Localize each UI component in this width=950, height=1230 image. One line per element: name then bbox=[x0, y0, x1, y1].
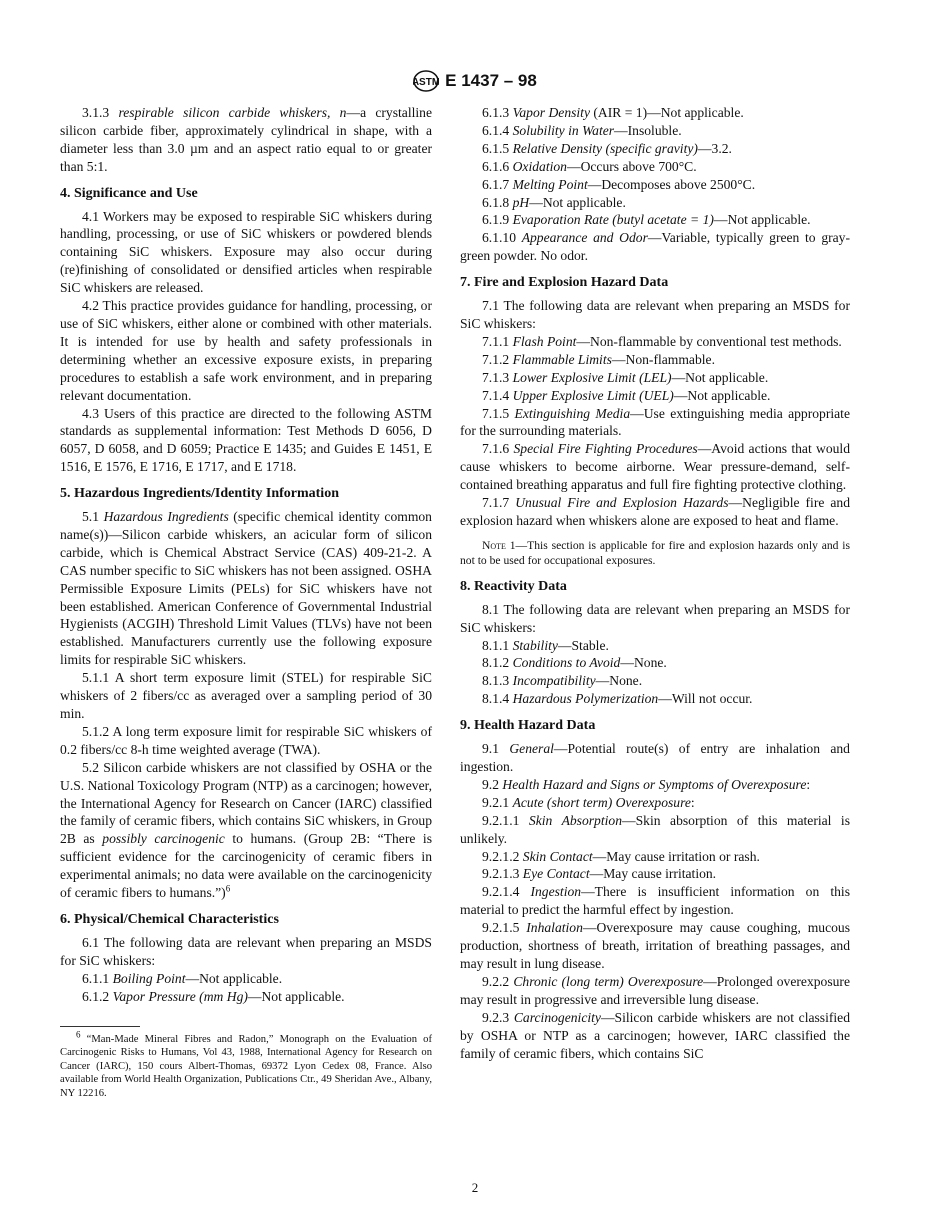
page-header bbox=[0, 70, 950, 92]
paragraph-6-1-4: 6.1.4 Solubility in Water—Insoluble. bbox=[482, 122, 682, 138]
page-number: 2 bbox=[471, 1180, 479, 1195]
paragraph-9-2-1-5: 9.2.1.5 Inhalation—Overexposure may cause coughing, mucous production, shortness of breath, irritation of breathing passages, and may result in lung disease. bbox=[460, 920, 850, 971]
note-1: Note 1—This section is applicable for fire and explosion hazards only and is not to be used for occupational exposures. bbox=[460, 538, 850, 568]
paragraph-8-1-2: 8.1.2 Conditions to Avoid—None. bbox=[482, 655, 667, 671]
paragraph-6-1-10: 6.1.10 Appearance and Odor—Variable, typically green to gray-green powder. No odor. bbox=[460, 230, 850, 264]
right-column bbox=[460, 104, 850, 1062]
paragraph-7-1-1: 7.1.1 Flash Point—Non-flammable by conventional test methods. bbox=[482, 333, 842, 349]
paragraph-7-1: 7.1 The following data are relevant when preparing an MSDS for SiC whiskers: bbox=[460, 298, 850, 331]
footnote-6: $^6$ “Man-Made Mineral Fibres and Radon,” Monograph on the Evaluation of Carcinogenic Risks to Humans, Vol 43, 1988, International Agency for Research on Cancer (IARC), 150 cours Albert-Thomas, 69372 Lyon Cedex 08, France. Also available from World Health Organization, Publications Ctr., 49 Sheridan Ave., Albany, NY 12216. bbox=[60, 1028, 432, 1099]
paragraph-4-1: 4.1 Workers may be exposed to respirable SiC whiskers during handling, processing, or use of SiC whiskers or powdered blends containing SiC whiskers. Exposure may also occur during (re)finishing of consolidated or densified articles when respirable SiC whiskers are released. bbox=[60, 208, 432, 296]
section-heading-4: 4. Significance and Use bbox=[60, 185, 198, 201]
paragraph-5-1: 5.1 Hazardous Ingredients (specific chemical identity common name(s))—Silicon carbide whiskers, an acicular form of silicon carbide, which is Chemical Abstract Service (CAS) 409-21-2. A CAS number specific to SiC whiskers has not been assigned. OSHA Permissible Exposure Limits (PELs) for SiC whiskers have not been established. American Conference of Governmental Industrial Hygienists (ACGIH) Threshold Limit Values (TLVs) have not been established. Manufacturers currently use the following exposure limits for respirable SiC whiskers. bbox=[60, 509, 432, 668]
paragraph-5-2: 5.2 Silicon carbide whiskers are not classified by OSHA or the U.S. National Toxicology Program (NTP) as a carcinogen; however, the International Agency for Research on Cancer (IARC) classified the family of ceramic fibers, which contains SiC whiskers, in Group 2B as possibly carcinogenic to humans. (Group 2B: “There is sufficient evidence for the carcinogenicity of ceramic fibers in experimental animals; no data were available on the carcinogenicity of ceramic fibers to humans.”)$^6$ bbox=[60, 759, 432, 901]
paragraph-7-1-3: 7.1.3 Lower Explosive Limit (LEL)—Not applicable. bbox=[482, 369, 769, 385]
paragraph-5-1-1: 5.1.1 A short term exposure limit (STEL) for respirable SiC whiskers of 2 fibers/cc as averaged over a sampling period of 30 min. bbox=[60, 670, 432, 721]
paragraph-7-1-2: 7.1.2 Flammable Limits—Non-flammable. bbox=[482, 351, 715, 367]
section-heading-6: 6. Physical/Chemical Characteristics bbox=[60, 911, 279, 927]
astm-logo-icon bbox=[413, 70, 439, 92]
paragraph-6-1-1: 6.1.1 Boiling Point—Not applicable. bbox=[82, 970, 283, 986]
paragraph-9-2: 9.2 Health Hazard and Signs or Symptoms of Overexposure: bbox=[482, 776, 811, 792]
paragraph-8-1-3: 8.1.3 Incompatibility—None. bbox=[482, 673, 643, 689]
left-column bbox=[60, 104, 432, 1100]
paragraph-7-1-7: 7.1.7 Unusual Fire and Explosion Hazards—Negligible fire and explosion hazard when whiskers alone are exposed to heat and flame. bbox=[460, 495, 851, 528]
paragraph-8-1: 8.1 The following data are relevant when preparing an MSDS for SiC whiskers: bbox=[460, 601, 850, 635]
paragraph-6-1-6: 6.1.6 Oxidation—Occurs above 700°C. bbox=[482, 158, 697, 174]
paragraph-9-2-2: 9.2.2 Chronic (long term) Overexposure—Prolonged overexposure may result in progressive and irreversible lung disease. bbox=[460, 973, 850, 1007]
section-heading-8: 8. Reactivity Data bbox=[460, 578, 567, 594]
section-heading-7: 7. Fire and Explosion Hazard Data bbox=[460, 275, 669, 291]
paragraph-6-1-2: 6.1.2 Vapor Pressure (mm Hg)—Not applicable. bbox=[82, 988, 345, 1004]
paragraph-4-2: 4.2 This practice provides guidance for handling, processing, or use of SiC whiskers, either alone or combined with other materials. It is intended for use by health and safety professionals in determining whether an excessive exposure exists, in preparing procedures to establish a safe work environment, and in preparing relevant documentation. bbox=[60, 298, 432, 403]
paragraph-6-1-3: 6.1.3 Vapor Density (AIR = 1)—Not applicable. bbox=[482, 105, 744, 120]
paragraph-7-1-4: 7.1.4 Upper Explosive Limit (UEL)—Not applicable. bbox=[482, 387, 771, 403]
paragraph-9-2-1-1: 9.2.1.1 Skin Absorption—Skin absorption of this material is unlikely. bbox=[460, 812, 851, 846]
paragraph-4-3: 4.3 Users of this practice are directed to the following ASTM standards as supplemental information: Test Methods D 6056, D 6057, D 6058, and D 6059; Practice E 1435; and Guides E 1451, E 1516, E 1576, E 1716, E 1717, and E 1718. bbox=[60, 405, 432, 475]
paragraph-6-1-9: 6.1.9 Evaporation Rate (butyl acetate = 1)—Not applicable. bbox=[482, 212, 811, 228]
paragraph-9-2-1-2: 9.2.1.2 Skin Contact—May cause irritation or rash. bbox=[482, 848, 760, 864]
paragraph-7-1-6: 7.1.6 Special Fire Fighting Procedures—Avoid actions that would cause whiskers to become airborne. Wear pressure-demand, self-contained breathing apparatus and full fire fighting protective clothing. bbox=[460, 441, 850, 493]
paragraph-9-1: 9.1 General—Potential route(s) of entry are inhalation and ingestion. bbox=[460, 741, 850, 774]
designation: E 1437 – 98 bbox=[445, 71, 537, 90]
section-heading-5: 5. Hazardous Ingredients/Identity Information bbox=[60, 486, 339, 502]
paragraph-9-2-1-4: 9.2.1.4 Ingestion—There is insufficient information on this material to predict the harmful effect by ingestion. bbox=[460, 884, 850, 918]
paragraph-6-1-8: 6.1.8 pH—Not applicable. bbox=[482, 194, 626, 210]
paragraph-5-1-2: 5.1.2 A long term exposure limit for respirable SiC whiskers of 0.2 fibers/cc 8-h time weighted average (TWA). bbox=[60, 723, 432, 757]
paragraph-8-1-1: 8.1.1 Stability—Stable. bbox=[482, 637, 609, 653]
paragraph-9-2-1-3: 9.2.1.3 Eye Contact—May cause irritation. bbox=[482, 866, 717, 882]
section-heading-9: 9. Health Hazard Data bbox=[460, 718, 596, 734]
footnote-rule bbox=[60, 1026, 140, 1027]
paragraph-9-2-1: 9.2.1 Acute (short term) Overexposure: bbox=[482, 794, 695, 810]
paragraph-8-1-4: 8.1.4 Hazardous Polymerization—Will not occur. bbox=[482, 691, 753, 707]
paragraph-3-1-3: 3.1.3 respirable silicon carbide whiskers, n—a crystalline silicon carbide fiber, approximately cylindrical in shape, with a diameter less than 3.0 µm and an aspect ratio equal to or greater than 5:1. bbox=[60, 105, 432, 174]
paragraph-9-2-3: 9.2.3 Carcinogenicity—Silicon carbide whiskers are not classified by OSHA or NTP as a carcinogen; however, IARC classified the family of ceramic fibers, which contains SiC bbox=[460, 1009, 850, 1061]
paragraph-6-1-7: 6.1.7 Melting Point—Decomposes above 2500°C. bbox=[482, 176, 756, 192]
paragraph-6-1-5: 6.1.5 Relative Density (specific gravity)—3.2. bbox=[482, 140, 732, 156]
paragraph-7-1-5: 7.1.5 Extinguishing Media—Use extinguishing media appropriate for the surrounding materials. bbox=[460, 405, 850, 439]
svg-text:ASTM: ASTM bbox=[413, 77, 440, 88]
paragraph-6-1: 6.1 The following data are relevant when preparing an MSDS for SiC whiskers: bbox=[60, 934, 432, 968]
